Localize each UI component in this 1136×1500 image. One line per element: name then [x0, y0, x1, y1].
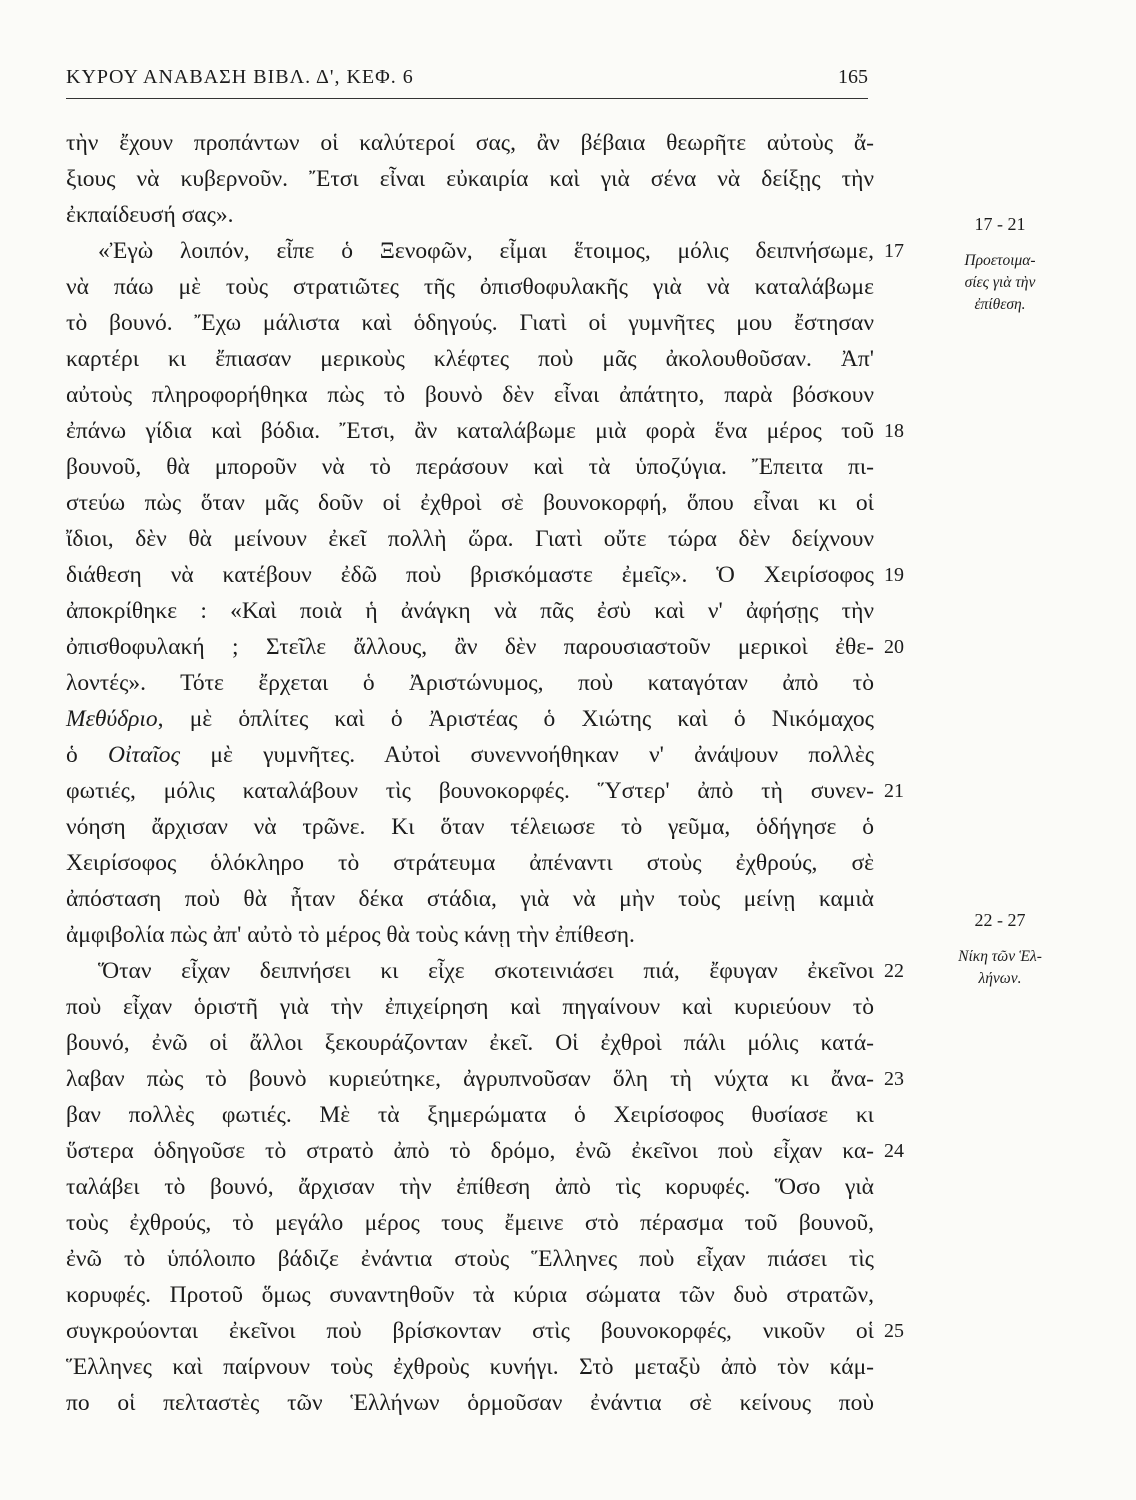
- text-line: βουνό, ἐνῶ οἱ ἄλλοι ξεκουράζονταν ἐκεῖ. Οἱ ἐχθροὶ πάλι μόλις κατά-: [66, 1030, 874, 1056]
- text-line: ξιους νὰ κυβερνοῦν. Ἔτσι εἶναι εὐκαιρία καὶ γιὰ σένα νὰ δείξῃς τὴν: [66, 166, 874, 192]
- section-number-25: 25: [884, 1320, 904, 1342]
- text-line: ὀπισθοφυλακή ; Στεῖλε ἄλλους, ἂν δὲν παρουσιαστοῦν μερικοὶ ἐθε-: [66, 634, 874, 660]
- text-line: ποὺ εἶχαν ὁριστῆ γιὰ τὴν ἐπιχείρηση καὶ πηγαίνουν καὶ κυριεύουν τὸ: [66, 994, 874, 1020]
- text-line: φωτιές, μόλις καταλάβουν τὶς βουνοκορφές. Ὕστερ' ἀπὸ τὴ συνεν-: [66, 778, 874, 804]
- place-name-methydrio: Μεθύδριο: [66, 706, 158, 732]
- text-line: καρτέρι κι ἔπιασαν μερικοὺς κλέφτες ποὺ μᾶς ἀκολουθοῦσαν. Ἀπ': [66, 346, 874, 372]
- section-number-17: 17: [884, 240, 904, 262]
- text-line: πο οἱ πελταστὲς τῶν Ἑλλήνων ὁρμοῦσαν ἐνάντια σὲ κείνους ποὺ: [66, 1390, 874, 1416]
- text-line: διάθεση νὰ κατέβουν ἐδῶ ποὺ βρισκόμαστε ἐμεῖς». Ὁ Χειρίσοφος: [66, 562, 874, 588]
- section-number-21: 21: [884, 780, 904, 802]
- section-number-18: 18: [884, 420, 904, 442]
- section-number-23: 23: [884, 1068, 904, 1090]
- place-name-oitaios: Οἰταῖος: [108, 742, 181, 768]
- margin-note-range: 17 - 21: [974, 214, 1026, 234]
- text-line: νόηση ἄρχισαν νὰ τρῶνε. Κι ὅταν τέλειωσε τὸ γεῦμα, ὁδήγησε ὁ: [66, 814, 874, 840]
- text-line: Χειρίσοφος ὁλόκληρο τὸ στράτευμα ἀπέναντι στοὺς ἐχθρούς, σὲ: [66, 850, 874, 876]
- text-line: ἀμφιβολία πὼς ἀπ' αὐτὸ τὸ μέρος θὰ τοὺς κάνῃ τὴν ἐπίθεση.: [66, 922, 635, 948]
- text-line: ἐκπαίδευσή σας».: [66, 202, 234, 228]
- header-title: ΚΥΡΟΥ ΑΝΑΒΑΣΗ ΒΙΒΛ. Δ', ΚΕΦ. 6: [66, 66, 414, 88]
- text-line: αὐτοὺς πληροφορήθηκα πὼς τὸ βουνὸ δὲν εἶναι ἀπάτητο, παρὰ βόσκουν: [66, 382, 874, 408]
- margin-note-text: Νίκη τῶν Ἑλ- λήνων.: [958, 948, 1042, 987]
- text-line: ὕστερα ὁδηγοῦσε τὸ στρατὸ ἀπὸ τὸ δρόμο, ἐνῶ ἐκεῖνοι ποὺ εἶχαν κα-: [66, 1138, 874, 1164]
- text-line: τὴν ἔχουν προπάντων οἱ καλύτεροί σας, ἂν βέβαια θεωρῆτε αὐτοὺς ἄ-: [66, 130, 874, 156]
- margin-note-range: 22 - 27: [974, 910, 1026, 930]
- text-line: ἀπόσταση ποὺ θὰ ἦταν δέκα στάδια, γιὰ νὰ μὴν τοὺς μείνῃ καμιὰ: [66, 886, 874, 912]
- section-number-24: 24: [884, 1140, 904, 1162]
- text-line: βαν πολλὲς φωτιές. Μὲ τὰ ξημερώματα ὁ Χειρίσοφος θυσίασε κι: [66, 1102, 874, 1128]
- text-line: συγκρούονται ἐκεῖνοι ποὺ βρίσκονταν στὶς βουνοκορφές, νικοῦν οἱ: [66, 1318, 874, 1344]
- section-number-22: 22: [884, 960, 904, 982]
- text-line: Ὅταν εἶχαν δειπνήσει κι εἶχε σκοτεινιάσει πιά, ἔφυγαν ἐκεῖνοι: [98, 958, 874, 984]
- text-line: ἀποκρίθηκε : «Καὶ ποιὰ ἡ ἀνάγκη νὰ πᾶς ἐσὺ καὶ ν' ἀφήσῃς τὴν: [66, 598, 874, 624]
- text-line: βουνοῦ, θὰ μποροῦν νὰ τὸ περάσουν καὶ τὰ ὑποζύγια. Ἔπειτα πι-: [66, 454, 874, 480]
- text-line: τὸ βουνό. Ἔχω μάλιστα καὶ ὁδηγούς. Γιατὶ οἱ γυμνῆτες μου ἔστησαν: [66, 310, 874, 336]
- text-line: ταλάβει τὸ βουνό, ἄρχισαν τὴν ἐπίθεση ἀπὸ τὶς κορυφές. Ὅσο γιὰ: [66, 1174, 874, 1200]
- text-line: κορυφές. Προτοῦ ὅμως συναντηθοῦν τὰ κύρια σώματα τῶν δυὸ στρατῶν,: [66, 1282, 874, 1308]
- section-number-19: 19: [884, 564, 904, 586]
- text-line: λαβαν πὼς τὸ βουνὸ κυριεύτηκε, ἀγρυπνοῦσαν ὅλη τὴ νύχτα κι ἄνα-: [66, 1066, 874, 1092]
- text-line: ἴδιοι, δὲν θὰ μείνουν ἐκεῖ πολλὴ ὥρα. Γιατὶ οὔτε τώρα δὲν δείχνουν: [66, 526, 874, 552]
- text-line: Ἕλληνες καὶ παίρνουν τοὺς ἐχθροὺς κυνήγι. Στὸ μεταξὺ ἀπὸ τὸν κάμ-: [66, 1354, 874, 1380]
- section-number-20: 20: [884, 636, 904, 658]
- text-line: ὁ Οἰταῖος μὲ γυμνῆτες. Αὐτοὶ συνεννοήθηκαν ν' ἀνάψουν πολλὲς: [66, 742, 874, 768]
- text-line: λοντές». Τότε ἔρχεται ὁ Ἀριστώνυμος, ποὺ καταγόταν ἀπὸ τὸ: [66, 670, 874, 696]
- text-line: στεύω πὼς ὅταν μᾶς δοῦν οἱ ἐχθροὶ σὲ βουνοκορφή, ὅπου εἶναι κι οἱ: [66, 490, 874, 516]
- text-line: «Ἐγὼ λοιπόν, εἶπε ὁ Ξενοφῶν, εἶμαι ἕτοιμος, μόλις δειπνήσωμε,: [98, 238, 874, 264]
- text-line: νὰ πάω μὲ τοὺς στρατιῶτες τῆς ὀπισθοφυλακῆς γιὰ νὰ καταλάβωμε: [66, 274, 874, 300]
- text-line: ἐπάνω γίδια καὶ βόδια. Ἔτσι, ἂν καταλάβωμε μιὰ φορὰ ἕνα μέρος τοῦ: [66, 418, 874, 444]
- text-line: ἐνῶ τὸ ὑπόλοιπο βάδιζε ἐνάντια στοὺς Ἕλληνες ποὺ εἶχαν πιάσει τὶς: [66, 1246, 874, 1272]
- text-line: Μεθύδριο, μὲ ὁπλίτες καὶ ὁ Ἀριστέας ὁ Χιώτης καὶ ὁ Νικόμαχος: [66, 706, 874, 732]
- running-header: [66, 62, 868, 99]
- text-line: τοὺς ἐχθρούς, τὸ μεγάλο μέρος τους ἔμεινε στὸ πέρασμα τοῦ βουνοῦ,: [66, 1210, 874, 1236]
- page-number: 165: [838, 66, 868, 88]
- margin-note-text: Προετοιμα- σίες γιὰ τὴν ἐπίθεση.: [964, 252, 1036, 313]
